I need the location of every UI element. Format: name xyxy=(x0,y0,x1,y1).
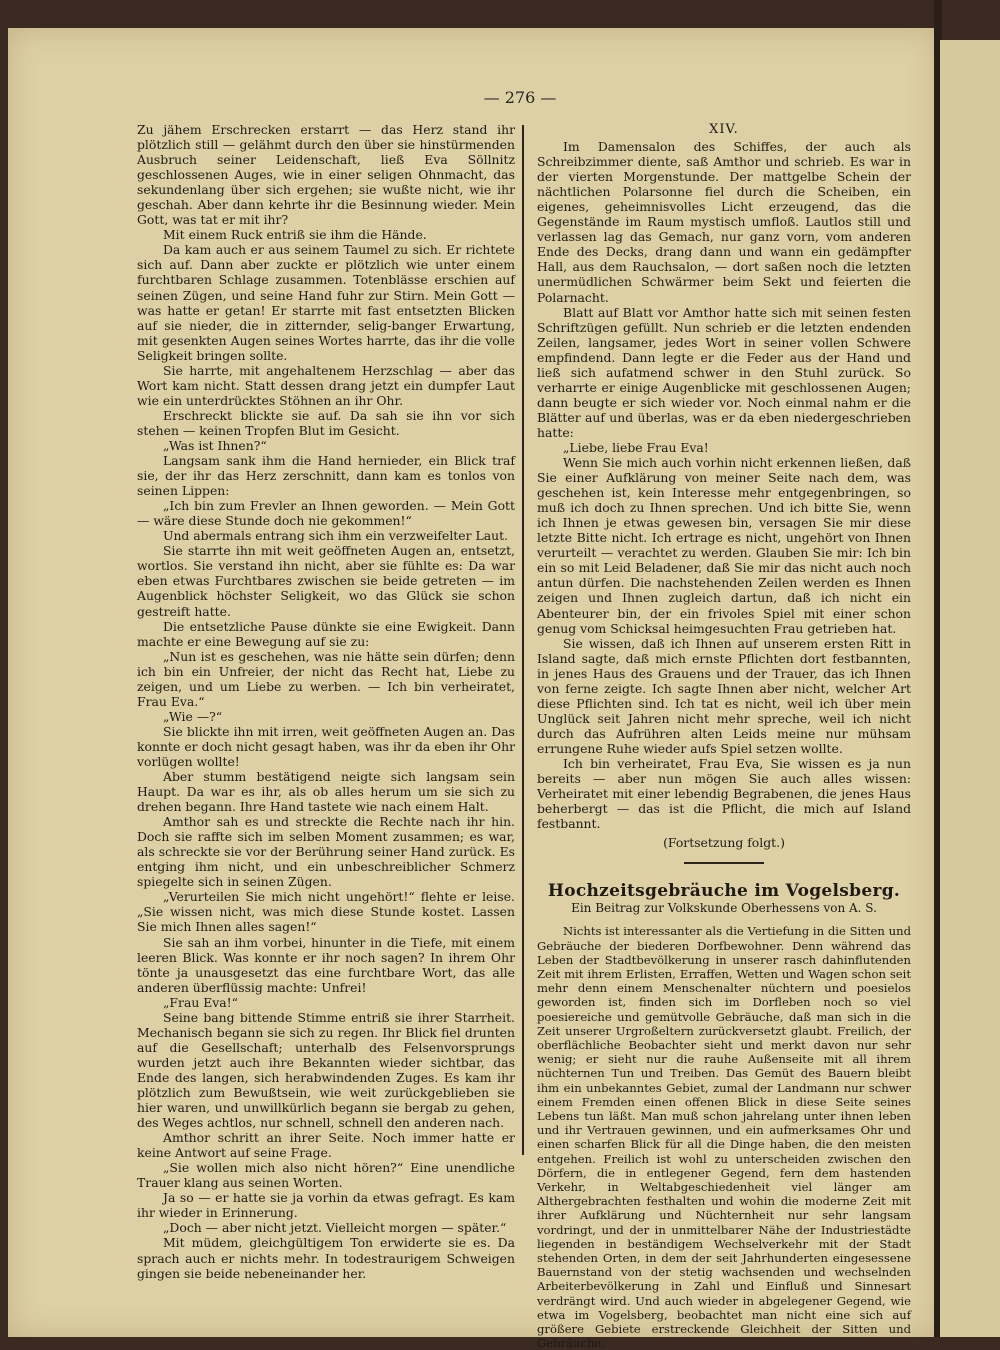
paragraph: Sie blickte ihn mit irren, weit geöffneten Augen an. Das konnte er doch nicht gesagt haben, was ihr da eben ihr Ohr vorlügen wollte! xyxy=(137,723,515,769)
paragraph: „Frau Eva!“ xyxy=(163,994,238,1010)
paragraph: Sie wissen, daß ich Ihnen auf unserem ersten Ritt in Island sagte, daß mich ernste Pflichten dort festbannten, in jenes Haus des Grauens und der Trauer, das ich Ihnen von ferne zeigte. Ich sagte Ihnen aber nicht, welcher Art diese Pflichten sind. Ich tat es nicht, weil ich über mein Unglück seit Jahren nicht mehr spreche, weil ich nicht durch das Aufrühren alten Leids meine nur mühsam errungene Ruhe wieder aufs Spiel setzen wollte. xyxy=(537,635,911,756)
paragraph: Erschreckt blickte sie auf. Da sah sie ihn vor sich stehen — keinen Tropfen Blut im Gesicht. xyxy=(137,407,515,438)
paragraph: Wenn Sie mich auch vorhin nicht erkennen ließen, daß Sie einer Aufklärung von meiner Seite nach dem, was geschehen ist, kein Interesse mehr entgegenbringen, so muß ich doch zu Ihnen sprechen. Und ich bitte Sie, wenn ich Ihnen je etwas gewesen bin, versagen Sie mir diese letzte Bitte nicht. Ich ertrage es nicht, ungehört von Ihnen verurteilt — verachtet zu werden. Glauben Sie mir: Ich bin ein so mit Leid Beladener, daß Sie mir das nicht auch noch antun dürfen. Die nachstehenden Zeilen werden es Ihnen zeigen und Ihnen zugleich dartun, daß ich nicht ein Abenteurer bin, der ein frivoles Spiel mit einer schon genug vom Schicksal heimgesuchten Frau getrieben hat. xyxy=(537,455,911,636)
paragraph: „Wie —?“ xyxy=(163,708,223,724)
paragraph: Da kam auch er aus seinem Taumel zu sich. Er richtete sich auf. Dann aber zuckte er plötzlich wie unter einem furchtbaren Schlage zusammen. Totenblässe erschien auf seinen Zügen, und seine Hand fuhr zur Stirn. Mein Gott — was hatte er getan! Er starrte mit fast entsetzten Blicken auf sie nieder, die in zitternder, selig-banger Erwartung, mit gesenkten Augen seines Wortes harrte, das ihr die volle Seligkeit bringen sollte. xyxy=(137,242,515,363)
column-divider xyxy=(522,125,524,1155)
chapter-heading: XIV. xyxy=(709,122,739,137)
paragraph: Langsam sank ihm die Hand hernieder, ein Blick traf sie, der ihr das Herz zerschnitt, dann kam es tonlos von seinen Lippen: xyxy=(137,453,515,499)
section-rule xyxy=(684,862,764,864)
paragraph: Sie harrte, mit angehaltenem Herzschlag — aber das Wort kam nicht. Statt dessen drang jetzt ein dumpfer Laut wie ein unterdrücktes Stöhnen an ihr Ohr. xyxy=(137,362,515,408)
article-title: Hochzeitsgebräuche im Vogelsberg. xyxy=(547,881,901,902)
right-column xyxy=(537,122,911,1350)
paragraph: Amthor sah es und streckte die Rechte nach ihr hin. Doch sie raffte sich im selben Moment zusammen; es war, als schreckte sie vor der Berührung seiner Hand zurück. Es entging ihm nicht, und ein unbeschreiblicher Schmerz spiegelte sich in seinen Zügen. xyxy=(137,814,515,890)
paragraph: „Liebe, liebe Frau Eva! xyxy=(563,439,709,455)
paragraph: Blatt auf Blatt vor Amthor hatte sich mit seinen festen Schriftzügen gefüllt. Nun schrieb er die letzten endenden Zeilen, langsamer, jedes Wort in seiner vollen Schwere empfindend. Dann legte er die Feder aus der Hand und ließ sich aufatmend schwer in den Stuhl zurück. So verharrte er einige Augenblicke mit geschlossenen Augen; dann beugte er sich wieder vor. Noch einmal nahm er die Blätter auf und überlas, was er da eben niedergeschrieben hatte: xyxy=(537,304,911,440)
paragraph: Ich bin verheiratet, Frau Eva, Sie wissen es ja nun bereits — aber nun mögen Sie auch alles wissen: Verheiratet mit einer lebendig Begrabenen, die jenes Haus beherbergt — das ist die Pflicht, die mich auf Island festbannt. xyxy=(537,755,911,832)
paragraph: Aber stumm bestätigend neigte sich langsam sein Haupt. Da war es ihr, als ob alles herum um sie sich zu drehen begann. Ihre Hand tastete wie nach einem Halt. xyxy=(137,769,515,815)
continuation-note: (Fortsetzung folgt.) xyxy=(663,835,785,851)
paragraph: „Sie wollen mich also nicht hören?“ Eine unendliche Trauer klang aus seinen Worten. xyxy=(137,1160,515,1191)
paragraph: „Ich bin zum Frevler an Ihnen geworden. — Mein Gott — wäre diese Stunde doch nie gekommen!“ xyxy=(137,498,515,529)
next-page-edge xyxy=(940,40,1000,1337)
paragraph: „Doch — aber nicht jetzt. Vielleicht morgen — später.“ xyxy=(163,1220,507,1236)
paragraph: Zu jähem Erschrecken erstarrt — das Herz stand ihr plötzlich still — gelähmt durch den über sie hinstürmenden Ausbruch seiner Leidenschaft, ließ Eva Söllnitz geschlossenen Auges, wie in einer seligen Ohnmacht, das sekundenlang über sich ergehen; sie wußte nicht, wie ihr geschah. Aber dann kehrte ihr die Besinnung wieder. Mein Gott, was tat er mit ihr? xyxy=(137,122,515,228)
paragraph: „Verurteilen Sie mich nicht ungehört!“ flehte er leise. „Sie wissen nicht, was mich diese Stunde kostet. Lassen Sie mich Ihnen alles sagen!“ xyxy=(137,889,515,935)
paragraph: Sie sah an ihm vorbei, hinunter in die Tiefe, mit einem leeren Blick. Was konnte er ihr noch sagen? In ihrem Ohr tönte ja unausgesetzt das eine furchtbare Wort, das alle anderen überflüssig machte: Unfrei! xyxy=(137,934,515,995)
left-column xyxy=(137,122,515,1281)
paragraph: Seine bang bittende Stimme entriß sie ihrer Starrheit. Mechanisch begann sie sich zu regen. Ihr Blick fiel drunten auf die Gesellschaft; unterhalb des Felsenvorsprungs wurden jetzt auch ihre Bekannten wieder sichtbar, das Ende des langen, sich herabwindenden Zuges. Es kam ihr plötzlich zum Bewußtsein, wie weit zurückgeblieben sie hier waren, und unwillkürlich begann sie bergab zu gehen, des Weges achtlos, nur schnell, schnell den anderen nach. xyxy=(137,1009,515,1131)
paragraph: Mit müdem, gleichgültigem Ton erwiderte sie es. Da sprach auch er nichts mehr. In todestraurigem Schweigen gingen sie beide nebeneinander her. xyxy=(137,1235,515,1281)
paragraph: Im Damensalon des Schiffes, der auch als Schreibzimmer diente, saß Amthor und schrieb. Es war in der vierten Morgenstunde. Der mattgelbe Schein der nächtlichen Polarsonne fiel durch die Scheiben, ein eigenes, geheimnisvolles Licht erzeugend, das die Gegenstände im Raum mystisch umfloß. Lautlos still und verlassen lag das Gemach, nur ganz vorn, vom anderen Ende des Decks, drang dann und wann ein gedämpfter Hall, aus dem Rauchsalon, — dort saßen noch die letzten unermüdlichen Schwärmer beim Sekt und feierten die Polarnacht. xyxy=(537,139,911,305)
paragraph: „Was ist Ihnen?“ xyxy=(163,437,267,453)
paragraph: Amthor schritt an ihrer Seite. Noch immer hatte er keine Antwort auf seine Frage. xyxy=(137,1130,515,1161)
paragraph: Sie starrte ihn mit weit geöffneten Augen an, entsetzt, wortlos. Sie verstand ihn nicht, aber sie fühlte es: Da war eben etwas Furchtbares zwischen sie beide getreten — im Augenblick höchster Seligkeit, wo das Glück sie schon gestreift hatte. xyxy=(137,543,515,619)
article-subtitle: Ein Beitrag zur Volkskunde Oberhessens von A. S. xyxy=(571,901,877,916)
paragraph: Die entsetzliche Pause dünkte sie eine Ewigkeit. Dann machte er eine Bewegung auf sie zu: xyxy=(137,618,515,649)
paragraph: Und abermals entrang sich ihm ein verzweifelter Laut. xyxy=(163,528,508,544)
paragraph: Ja so — er hatte sie ja vorhin da etwas gefragt. Es kam ihr wieder in Erinnerung. xyxy=(137,1190,515,1221)
paragraph: „Nun ist es geschehen, was nie hätte sein dürfen; denn ich bin ein Unfreier, der nicht das Recht hat, Liebe zu zeigen, und um Liebe zu werben. — Ich bin verheiratet, Frau Eva.“ xyxy=(137,648,515,709)
paragraph: Mit einem Ruck entriß sie ihm die Hände. xyxy=(163,227,427,243)
article-body: Nichts ist interessanter als die Vertiefung in die Sitten und Gebräuche der biederen Dorfbewohner. Denn während das Leben der Stadtbevölkerung in unserer rasch dahinflutenden Zeit mit ihrem Erlisten, Erraffen, Wetten und Wagen schon seit mehr denn einem Menschenalter nüchtern und poesielos geworden ist, finden sich im Dorfleben noch so viel poesiereiche und gemütvolle Gebräuche, daß man sich in die Zeit unserer Urgroßeltern zurückversetzt glaubt. Freilich, der oberflächliche Beobachter sieht und merkt davon nur sehr wenig; er sieht nur die rauhe Außenseite mit all ihrem nüchternen Tun und Treiben. Das Gemüt des Bauern bleibt ihm ein unbekanntes Gebiet, zumal der Landmann nur schwer einem Fremden einen offenen Blick in diese Seite seines Lebens tun läßt. Man muß schon jahrelang unter ihnen leben und ihr Vertrauen gewinnen, und ein aufmerksames Ohr und einen scharfen Blick für all die Dinge haben, die den meisten entgehen. Freilich ist wohl zu unterscheiden zwischen den Dörfern, die in entlegener Gegend, fern dem hastenden Verkehr, in Weltabgeschiedenheit viel länger am Althergebrachten festhalten und wohin die moderne Zeit mit ihrer Aufklärung und Nüchternheit nur sehr langsam vordringt, und der in unmittelbarer Nähe der Industriestädte liegenden in beständigem Wechselverkehr mit der Stadt stehenden Orten, in dem der seit Jahrhunderten eingesessene Bauernstand von der stetig wachsenden und wechselnden Arbeiterbevölkerung in Zahl und Einfluß und Sinnesart verdrängt wird. Und auch wieder in abgelegener Gegend, wie etwa im Vogelsberg, beobachtet man nicht eine sich auf größere Gebiete erstreckende Gleichheit der Sitten und Gebräuche, xyxy=(537,924,911,1350)
page-number: — 276 — xyxy=(483,88,557,107)
